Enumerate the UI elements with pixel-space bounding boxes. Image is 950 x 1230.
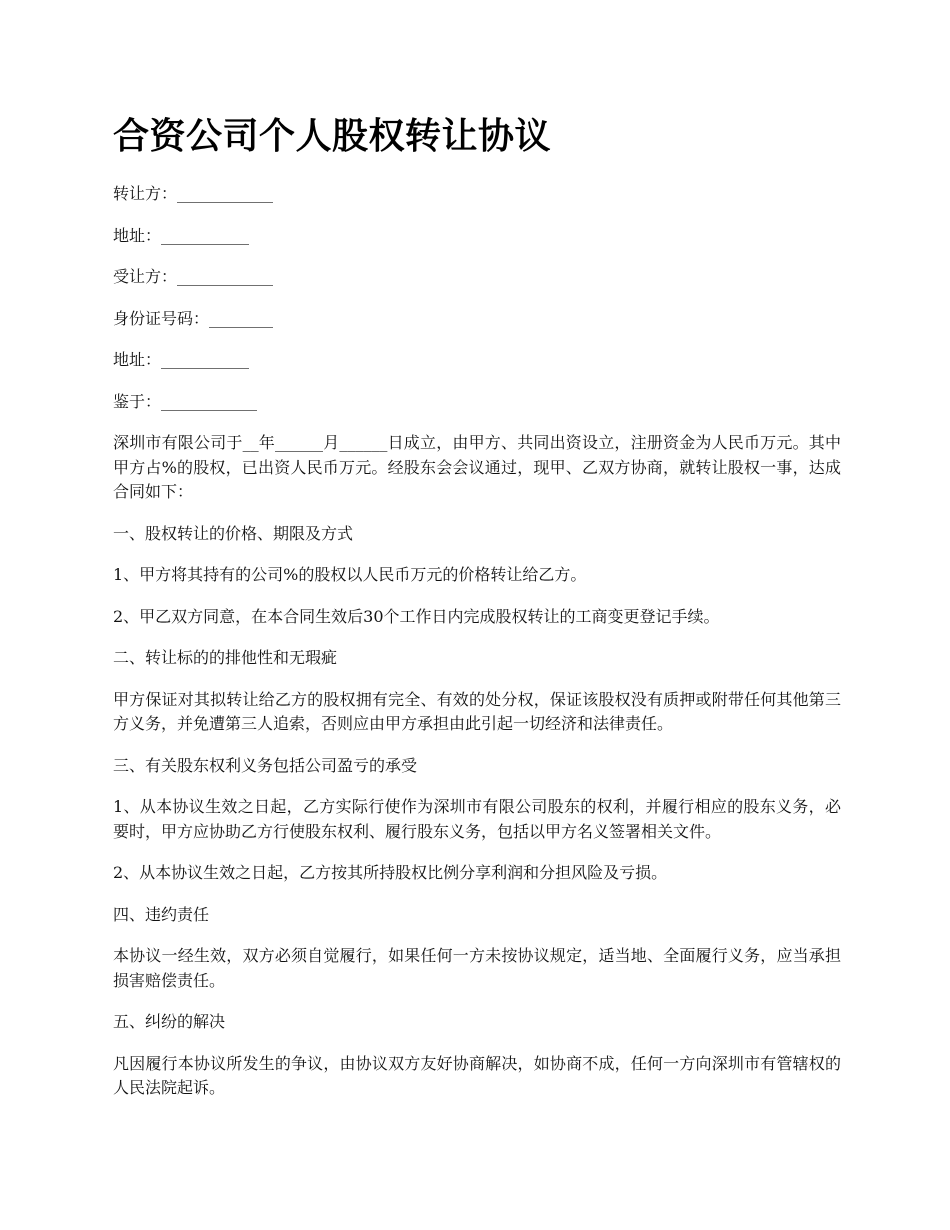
section-heading-3: 三、有关股东权利义务包括公司盈亏的承受 xyxy=(113,755,418,775)
section-heading-4: 四、违约责任 xyxy=(113,904,210,924)
document-title: 合资公司个人股权转让协议 xyxy=(113,116,552,157)
section-heading-2: 二、转让标的的排他性和无瑕疵 xyxy=(113,648,338,667)
section-heading-1: 一、股权转让的价格、期限及方式 xyxy=(113,523,354,543)
paragraph-5: 凡因履行本协议所发生的争议，由协议双方友好协商解决，如协商不成，任何一方向深圳市有管辖权的人民法院起诉。 xyxy=(113,1053,841,1097)
section-heading-5: 五、纠纷的解决 xyxy=(113,1012,226,1031)
field-whereas: 鉴于：____________ xyxy=(113,391,258,411)
field-transferee: 受让方：____________ xyxy=(113,267,274,286)
paragraph-preamble: 深圳市有限公司于__年______月______日成立，由甲方、共同出资设立，注册资金为人民币万元。其中甲方占%的股权，已出资人民币万元。经股东会会议通过，现甲、乙双方协商，就转让股权一事，达成合同如下： xyxy=(113,433,841,501)
field-address-1: 地址：___________ xyxy=(113,225,250,245)
document-page xyxy=(113,112,841,1118)
field-address-2: 地址：___________ xyxy=(113,350,250,369)
paragraph-1-1: 1、甲方将其持有的公司%的股权以人民币万元的价格转让给乙方。 xyxy=(113,565,587,584)
paragraph-1-2: 2、甲乙双方同意，在本合同生效后30个工作日内完成股权转让的工商变更登记手续。 xyxy=(113,606,720,626)
field-transferor: 转让方：____________ xyxy=(113,184,274,203)
paragraph-3-2: 2、从本协议生效之日起，乙方按其所持股权比例分享利润和分担风险及亏损。 xyxy=(113,863,668,882)
field-id-number: 身份证号码：________ xyxy=(113,308,274,328)
paragraph-4: 本协议一经生效，双方必须自觉履行，如果任何一方未按协议规定，适当地、全面履行义务，应当承担损害赔偿责任。 xyxy=(113,946,841,990)
paragraph-2: 甲方保证对其拟转让给乙方的股权拥有完全、有效的处分权，保证该股权没有质押或附带任何其他第三方义务，并免遭第三人追索，否则应由甲方承担由此引起一切经济和法律责任。 xyxy=(113,689,841,733)
paragraph-3-1: 1、从本协议生效之日起，乙方实际行使作为深圳市有限公司股东的权利，并履行相应的股东义务，必要时，甲方应协助乙方行使股东权利、履行股东义务，包括以甲方名义签署相关文件。 xyxy=(113,797,841,841)
